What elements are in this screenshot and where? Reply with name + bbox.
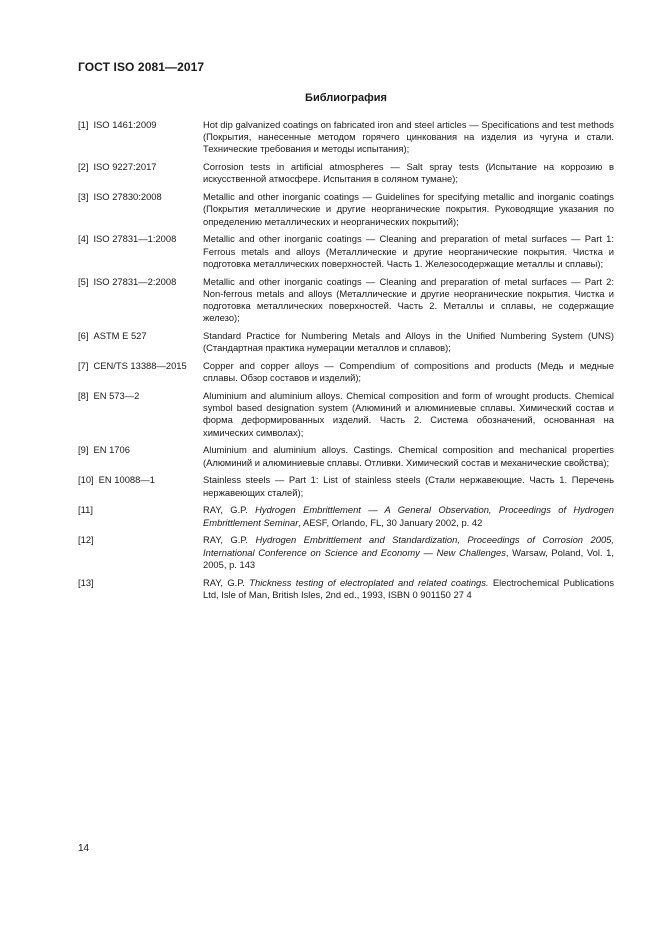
reference-number: [6] xyxy=(78,330,89,342)
reference-item xyxy=(78,119,614,156)
reference-id xyxy=(78,119,203,131)
reference-text-part: Aluminium and aluminium alloys. Chemical composition and form of wrought products. Chemical symbol based designation system (Алюминий и алюминиевые сплавы. Химический состав и форма деформированных изделий. Часть 2. Система обозначений, основанная на химических символах); xyxy=(203,390,614,438)
reference-description xyxy=(203,119,614,156)
page-number: 14 xyxy=(78,843,90,854)
reference-standard-code: ISO 1461:2009 xyxy=(93,119,157,130)
reference-id xyxy=(78,276,203,288)
reference-item xyxy=(78,191,614,228)
bibliography-heading: Библиография xyxy=(305,92,387,104)
reference-number: [13] xyxy=(78,576,94,588)
reference-description xyxy=(203,504,614,528)
reference-number: [3] xyxy=(78,191,89,203)
reference-item xyxy=(78,444,614,468)
reference-standard-code: ISO 27831—1:2008 xyxy=(93,233,177,245)
reference-id xyxy=(78,390,203,402)
reference-text-part: Copper and copper alloys — Compendium of compositions and products (Медь и медные сплавы. Обзор составов и изделий); xyxy=(203,360,614,384)
reference-text-part: Corrosion tests in artificial atmospheres — Salt spray tests (Испытание на коррозию в искусственной атмосфере. Испытания в соляном тумане); xyxy=(203,161,614,185)
reference-standard-code: CEN/TS 13388—2015 xyxy=(93,360,187,372)
reference-standard-code: EN 10088—1 xyxy=(98,474,155,486)
reference-description xyxy=(203,390,614,439)
reference-id xyxy=(78,360,203,372)
reference-number: [7] xyxy=(78,360,89,372)
reference-text-part: Stainless steels — Part 1: List of stainless steels (Стали нержавеющие. Часть 1. Перечень нержавеющих сталей); xyxy=(203,474,614,498)
reference-number: [8] xyxy=(78,390,89,402)
reference-text-part: Metallic and other inorganic coatings — Guidelines for specifying metallic and inorganic coatings (Покрытия металлические и другие неорганические покрытия. Руководящие указания по определению металлических и неорганических покрытий); xyxy=(203,191,614,227)
reference-item xyxy=(78,330,614,354)
reference-item xyxy=(78,233,614,270)
reference-number: [9] xyxy=(78,444,89,456)
reference-id xyxy=(78,330,203,342)
reference-title-italic: Hydrogen Embrittlement and Standardization, Proceedings of Corrosion 2005, International Conference on Science and Economy — New Challenges xyxy=(203,534,614,558)
reference-text-part: Standard Practice for Numbering Metals and Alloys in the Unified Numbering System (UNS) (Стандартная практика нумерации металлов и сплавов); xyxy=(203,330,614,354)
reference-number: [12] xyxy=(78,534,94,546)
reference-number: [2] xyxy=(78,161,89,173)
reference-id xyxy=(78,444,203,456)
reference-item xyxy=(78,161,614,185)
reference-text-part: Aluminium and aluminium alloys. Castings. Chemical composition and mechanical properties (Алюминий и алюминиевые сплавы. Отливки. Химический состав и механические свойства); xyxy=(203,444,614,468)
reference-id xyxy=(78,191,203,203)
reference-text-part: RAY, G.P. xyxy=(203,504,256,516)
reference-description xyxy=(203,233,614,270)
reference-number: [5] xyxy=(78,275,89,287)
reference-item xyxy=(78,534,614,571)
bibliography-list xyxy=(78,119,614,607)
reference-id xyxy=(78,161,203,173)
reference-id xyxy=(78,504,203,516)
reference-text-part: Hot dip galvanized coatings on fabricated iron and steel articles — Specifications and test methods (Покрытия, нанесенные методом горячего цинкования на изделия из чугуна и стали. Технические требования и методы испытания); xyxy=(203,119,614,155)
reference-text-part: Metallic and other inorganic coatings — Cleaning and preparation of metal surfaces — Part 1: Ferrous metals and alloys (Металлические и другие неорганические покрытия. Чистка и подготовка металлических поверхностей. Часть 1. Железосодержащие металлы и сплавы); xyxy=(203,233,614,269)
reference-number: [1] xyxy=(78,119,89,130)
document-code: ГОСТ ISO 2081—2017 xyxy=(78,60,205,74)
reference-description xyxy=(203,330,614,354)
reference-description xyxy=(203,161,614,185)
reference-text-part: RAY, G.P. xyxy=(203,576,250,588)
reference-standard-code: ISO 27830:2008 xyxy=(93,191,162,203)
reference-text-part: Metallic and other inorganic coatings — Cleaning and preparation of metal surfaces — Part 2: Non-ferrous metals and alloys (Металлические и другие неорганические покрытия. Чистка и подготовка металлических поверхностей. Часть 2. Металлы и сплавы, не содержащие железо); xyxy=(203,275,614,324)
reference-standard-code: ISO 27831—2:2008 xyxy=(93,275,177,287)
reference-item xyxy=(78,360,614,384)
reference-item xyxy=(78,577,614,601)
reference-item xyxy=(78,276,614,325)
reference-standard-code: EN 573—2 xyxy=(93,390,140,402)
reference-text-part: RAY, G.P. xyxy=(203,534,256,546)
reference-number: [10] xyxy=(78,474,94,486)
reference-id xyxy=(78,474,203,486)
reference-description xyxy=(203,444,614,468)
reference-title-italic: Hydrogen Embrittlement — A General Observation, Proceedings of Hydrogen Embrittlement Seminar xyxy=(203,504,614,528)
reference-number: [4] xyxy=(78,233,89,245)
reference-standard-code: EN 1706 xyxy=(93,444,130,456)
reference-description xyxy=(203,276,614,325)
reference-text-part: , AESF, Orlando, FL, 30 January 2002, p. 42 xyxy=(298,516,483,528)
reference-id xyxy=(78,577,203,589)
reference-item xyxy=(78,390,614,439)
reference-description xyxy=(203,534,614,571)
reference-description xyxy=(203,360,614,384)
reference-number: [11] xyxy=(78,504,93,516)
reference-standard-code: ASTM E 527 xyxy=(93,330,147,342)
reference-description xyxy=(203,577,614,601)
reference-title-italic: Thickness testing of electroplated and related coatings. xyxy=(249,576,489,588)
reference-item xyxy=(78,474,614,498)
reference-item xyxy=(78,504,614,528)
reference-description xyxy=(203,474,614,498)
reference-text-part: Electrochemical Publications Ltd, Isle of Man, British Isles, 2nd ed., 1993, ISBN 0 901150 27 4 xyxy=(203,576,615,600)
reference-id xyxy=(78,534,203,546)
reference-id xyxy=(78,233,203,245)
reference-standard-code: ISO 9227:2017 xyxy=(93,161,157,173)
reference-description xyxy=(203,191,614,228)
reference-text-part: , Warsaw, Poland, Vol. 1, 2005, p. 143 xyxy=(203,546,614,570)
